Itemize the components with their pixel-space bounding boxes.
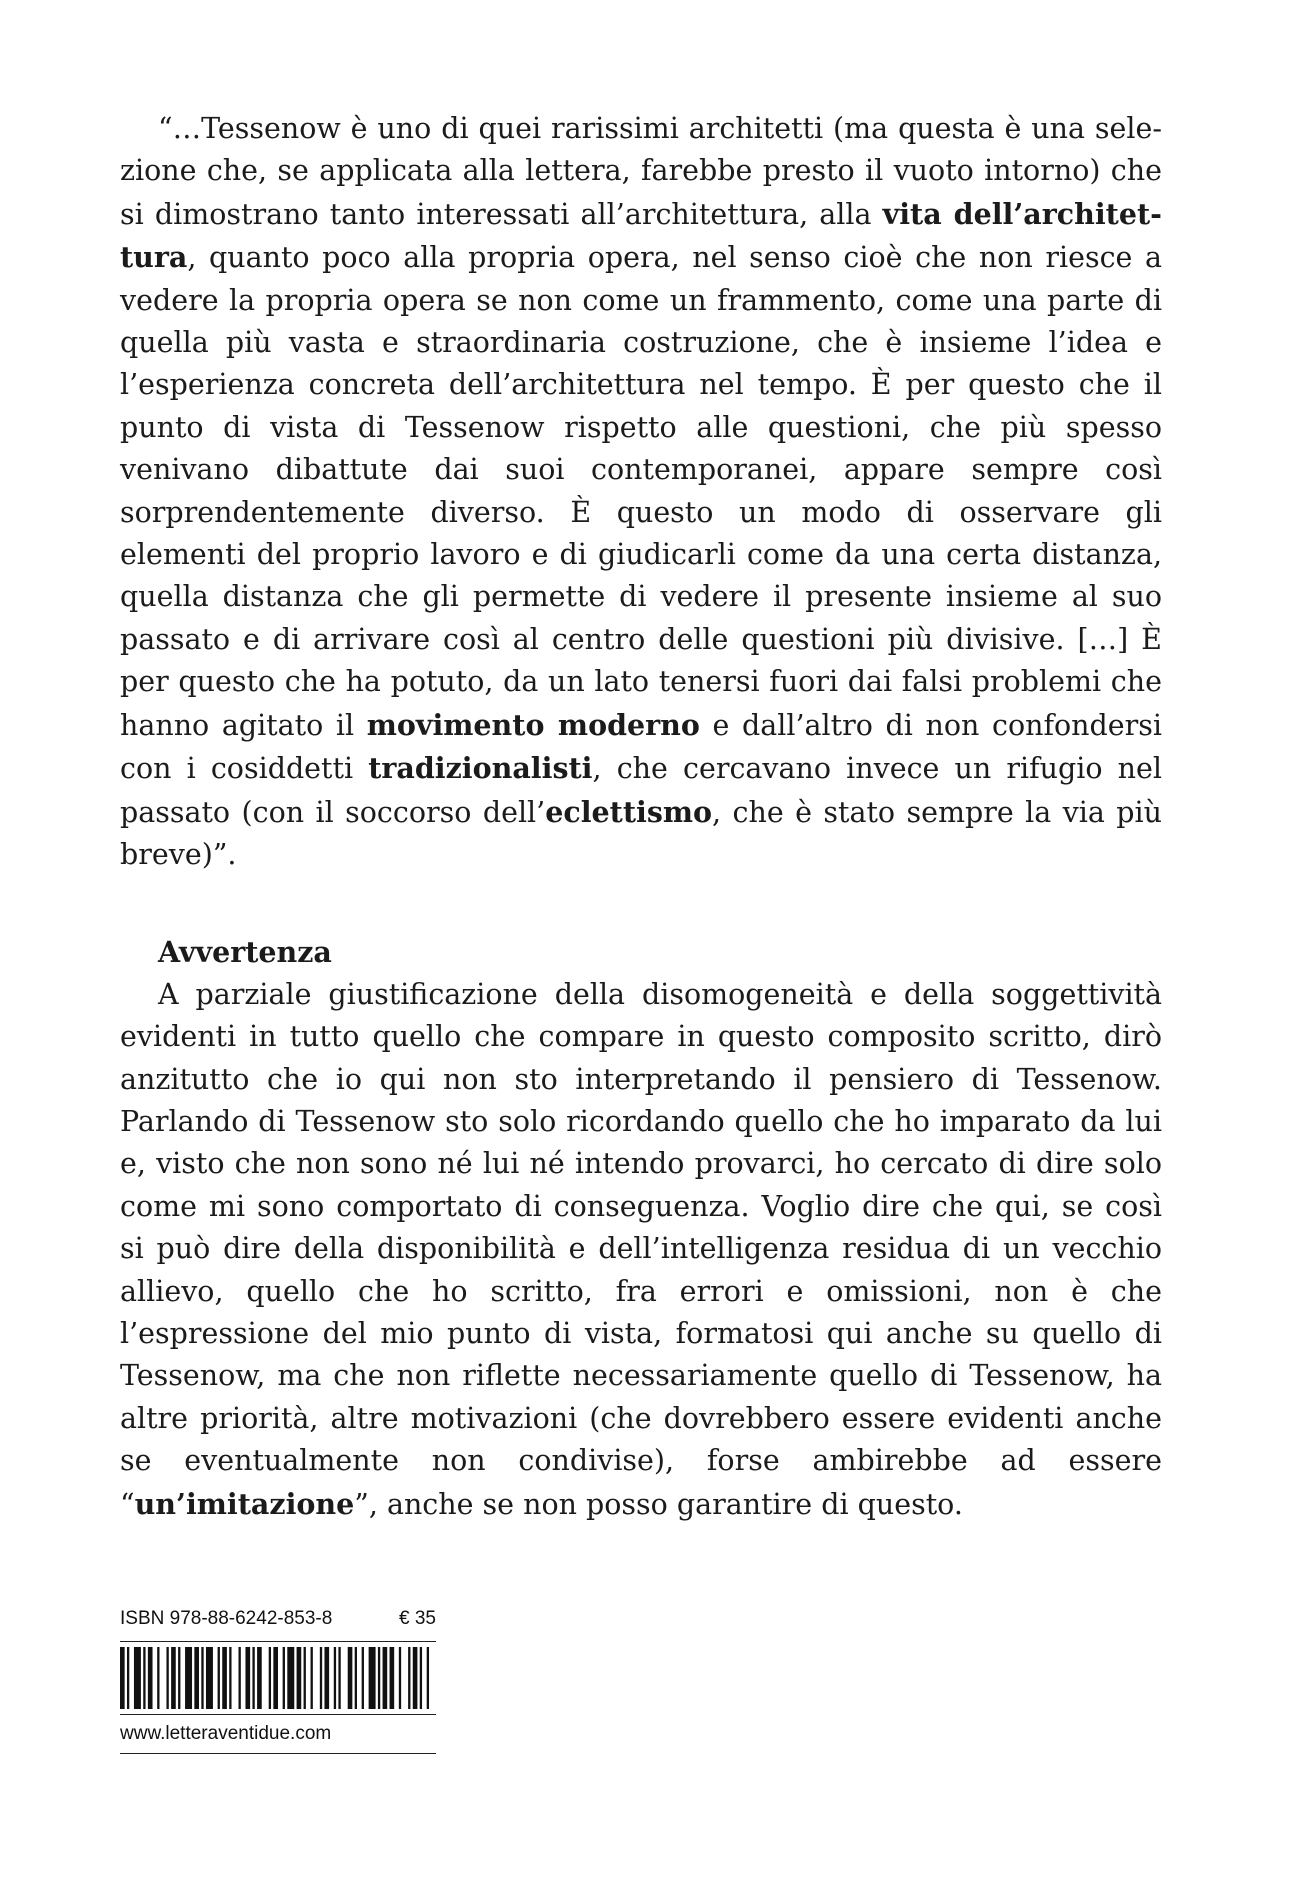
barcode-bar [127,1647,129,1709]
text-run: , che cercavano invece un rifugio nel passato (con il soccorso dell’ [120,752,1162,829]
barcode-bar [287,1647,294,1709]
bold-term: un’imitazione [134,1486,355,1521]
barcode [120,1641,436,1715]
barcode-bar [229,1647,231,1709]
barcode-bar [311,1647,313,1709]
barcode-bar [269,1647,271,1709]
bold-term: tradizionalisti [368,751,593,786]
publisher-website: www.letteraventidue.com [120,1723,436,1754]
barcode-bar [171,1647,176,1709]
bold-term: eclettismo [545,794,713,829]
barcode-bar [378,1647,380,1709]
barcode-bar [369,1647,376,1709]
barcode-bar [427,1647,429,1709]
barcode-bar [324,1647,329,1709]
text-run: “…Tessenow è uno di quei rarissimi architetti (ma questa è una selezione che, se applicata alla lettera, farebbe presto il vuoto intorno) che si dimostrano tanto interessati all’architettura, alla [120,112,1162,231]
barcode-bar [245,1647,250,1709]
barcode-bar [362,1647,364,1709]
barcode-bar [334,1647,336,1709]
bold-term: movimento moderno [366,707,700,742]
barcode-bar [348,1647,353,1709]
barcode-bar [206,1647,213,1709]
barcode-bar [218,1647,220,1709]
quote-paragraph [120,108,1162,876]
text-run: , che è stato sempre la via più breve)”. [120,795,1162,871]
barcode-bar [273,1647,278,1709]
text-run: ”, anche se non posso garantire di questo. [354,1487,963,1521]
barcode-bar [297,1647,302,1709]
barcode-bar [143,1647,145,1709]
text-run: , quanto poco alla propria opera, nel senso cioè che non riesce a vedere la propria opera se non come un frammento, come una parte di quella più vasta e straordinaria costruzione, che è insieme l’idea e l’esperienza concreta dell’architettura nel tempo. È per questo che il punto di vista di Tessenow rispetto alle questioni, che più spesso venivano dibattute dai suoi contemporanei, appare sempre così sorprendentemente diverso. È questo un modo di osservare gli elementi del proprio lavoro e di giudicarli come da una certa distanza, quella distanza che gli permette di vedere il presente insieme al suo passato e di arrivare così al centro delle questioni più divisive. […] È per questo che ha potuto, da un lato tenersi fuori dai falsi problemi che hanno agitato il [120,241,1162,742]
barcode-bar [194,1647,199,1709]
barcode-bar [408,1647,410,1709]
barcode-bar [252,1647,254,1709]
barcode-bar [355,1647,357,1709]
barcode-bar [166,1647,168,1709]
barcode-bar [134,1647,141,1709]
barcode-bar [390,1647,395,1709]
barcode-bar [399,1647,401,1709]
isbn-row [120,1608,436,1630]
barcode-bar [320,1647,322,1709]
main-text [120,108,1162,1526]
barcode-bar [420,1647,422,1709]
barcode-bar [178,1647,180,1709]
text-run: e dall’altro di non confondersi con i cosiddetti [120,708,1162,786]
bold-term: vita dell’architettura [120,196,1162,275]
barcode-bar [383,1647,388,1709]
barcode-bar [148,1647,153,1709]
back-cover-info [120,1608,436,1754]
barcode-graphic [120,1647,436,1709]
barcode-bar [157,1647,159,1709]
barcode-bar [201,1647,203,1709]
barcode-bar [413,1647,418,1709]
barcode-bar [239,1647,241,1709]
barcode-bar [257,1647,262,1709]
avvertenza-paragraph [120,974,1162,1526]
section-heading: Avvertenza [158,935,332,970]
price: € 35 [399,1608,436,1629]
isbn-number: ISBN 978-88-6242-853-8 [120,1608,333,1629]
barcode-bar [338,1647,340,1709]
barcode-bar [222,1647,227,1709]
barcode-bar [120,1647,125,1709]
barcode-bar [304,1647,306,1709]
barcode-bar [185,1647,192,1709]
text-run: A parziale giustificazione della disomogeneità e della soggettività evidenti in tutto quello che compare in questo composito scritto, dirò anzitutto che io qui non sto interpretando il pensiero di Tessenow. Parlando di Tessenow sto solo ricordando quello che ho imparato da lui e, visto che non sono né lui né intendo provarci, ho cercato di dire solo come mi sono comportato di conseguenza. Voglio dire che qui, se così si può dire della disponibilità e dell’intelligenza residua di un vecchio allievo, quello che ho scritto, fra errori e omissioni, non è che l’espressione del mio punto di vista, formatosi qui anche su quello di Tessenow, ma che non riflette necessariamente quello di Tessenow, ha altre priorità, altre motivazioni (che dovrebbero essere evidenti anche se eventualmente non condivise), forse ambirebbe ad essere “ [120,977,1162,1521]
barcode-bar [283,1647,285,1709]
